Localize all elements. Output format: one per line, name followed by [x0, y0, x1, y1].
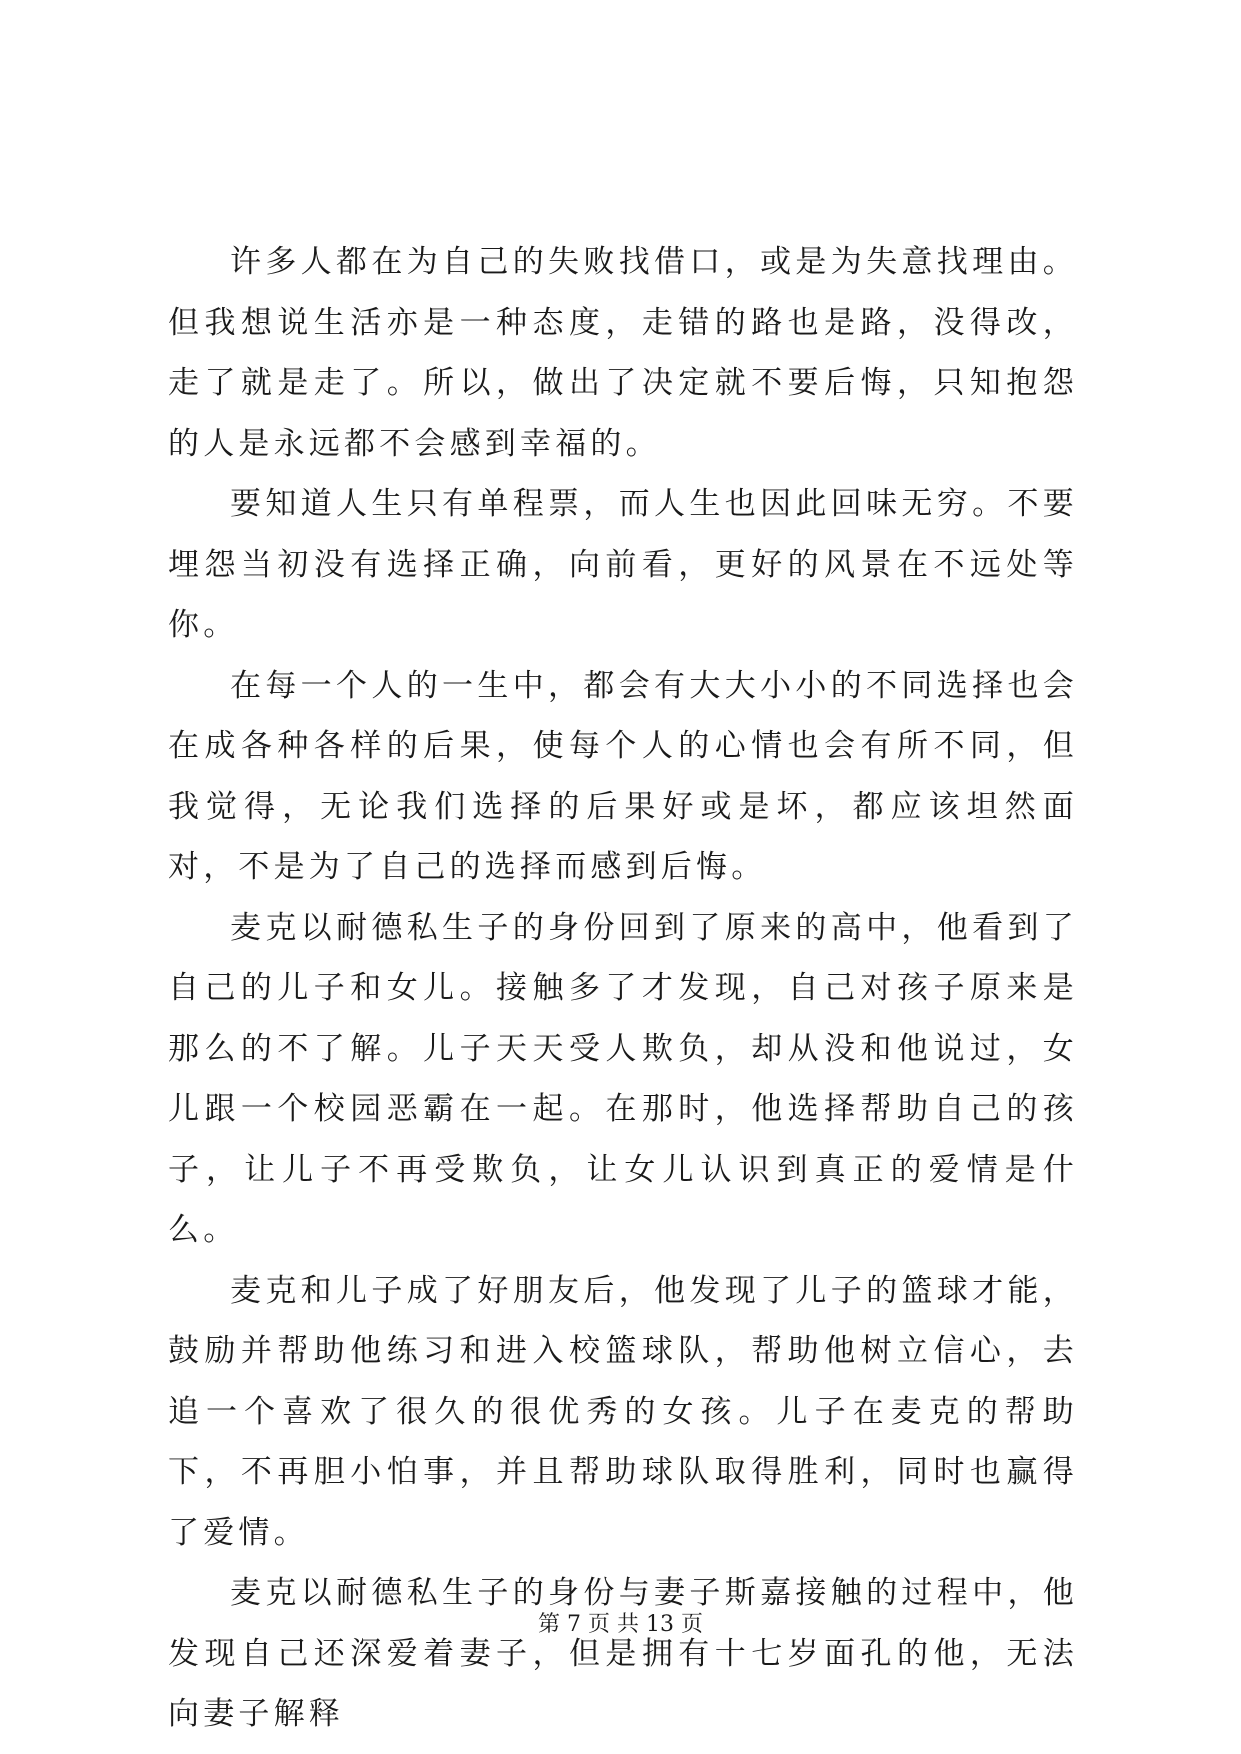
paragraph-4: 麦克以耐德私生子的身份回到了原来的高中，他看到了自己的儿子和女儿。接触多了才发现，自己对孩子原来是那么的不了解。儿子天天受人欺负，却从没和他说过，女儿跟一个校园恶霸在一起。在那时，他选择帮助自己的孩子，让儿子不再受欺负，让女儿认识到真正的爱情是什么。 [168, 909, 1078, 1248]
paragraph-3: 在每一个人的一生中，都会有大大小小的不同选择也会在成各种各样的后果，使每个人的心情也会有所不同，但我觉得，无论我们选择的后果好或是坏，都应该坦然面对，不是为了自己的选择而感到后悔。 [168, 667, 1078, 885]
paragraph-6: 麦克以耐德私生子的身份与妻子斯嘉接触的过程中，他发现自己还深爱着妻子，但是拥有十七岁面孔的他，无法向妻子解释 [168, 1575, 1078, 1732]
page-footer: 第 7 页 共 13 页 [538, 1612, 703, 1637]
body-text [168, 232, 1078, 1745]
paragraph-5: 麦克和儿子成了好朋友后，他发现了儿子的篮球才能，鼓励并帮助他练习和进入校篮球队，帮助他树立信心，去追一个喜欢了很久的很优秀的女孩。儿子在麦克的帮助下，不再胆小怕事，并且帮助球队取得胜利，同时也赢得了爱情。 [168, 1272, 1078, 1551]
paragraph-1: 许多人都在为自己的失败找借口，或是为失意找理由。但我想说生活亦是一种态度，走错的路也是路，没得改，走了就是走了。所以，做出了决定就不要后悔，只知抱怨的人是永远都不会感到幸福的。 [168, 244, 1078, 462]
paragraph-2: 要知道人生只有单程票，而人生也因此回味无穷。不要埋怨当初没有选择正确，向前看，更好的风景在不远处等你。 [168, 486, 1078, 643]
